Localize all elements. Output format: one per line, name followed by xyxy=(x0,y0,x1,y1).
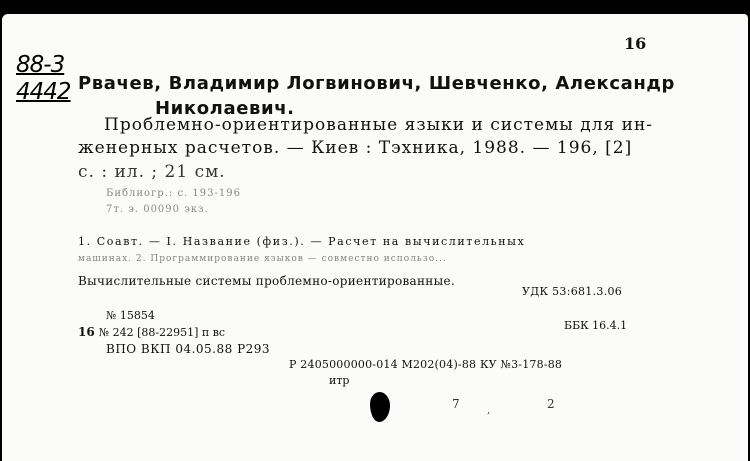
bibliography-line-1: Библиогр.: с. 193-196 xyxy=(106,188,241,199)
stray-mark-3: 2 xyxy=(547,397,555,411)
bibliography-line-2: 7т. э. 00090 экз. xyxy=(106,204,209,215)
catalog-card xyxy=(2,14,748,461)
ink-blot xyxy=(370,392,390,422)
page-number: 16 xyxy=(624,34,647,53)
vpo-line: ВПО ВКП 04.05.88 Р293 xyxy=(106,342,271,356)
lbk-code: ББК 16.4.1 xyxy=(564,319,628,332)
order-text: № 242 [88-22951] п вс xyxy=(98,326,226,339)
title-line-1: Проблемно-ориентированные языки и системы для ин- xyxy=(104,115,654,135)
shelf-mark-line2: 4442 xyxy=(16,79,71,105)
title-line-3: с. : ил. ; 21 см. xyxy=(78,162,226,182)
shelf-mark-line1: 88-3 xyxy=(16,52,65,78)
stray-mark-1: 7 xyxy=(452,397,460,411)
order-line xyxy=(78,325,225,339)
subject-line-3: Вычислительные системы проблемно-ориентированные. xyxy=(78,274,455,288)
author-line-2: Николаевич. xyxy=(155,98,295,119)
author-line-1: Рвачев, Владимир Логвинович, Шевченко, Александр xyxy=(78,73,675,94)
subject-line-1: 1. Соавт. — I. Название (физ.). — Расчет на вычислительных xyxy=(78,235,526,248)
shelf-mark xyxy=(16,52,76,106)
title-line-2: женерных расчетов. — Киев : Тэхника, 1988. — 196, [2] xyxy=(78,138,633,158)
stray-mark-2: , xyxy=(487,405,491,416)
order-prefix: 16 xyxy=(78,325,95,339)
accession-number: № 15854 xyxy=(106,309,155,322)
price-line: Р 2405000000-014 М202(04)-88 КУ №3-178-88 xyxy=(289,358,563,371)
subject-line-2: машинах. 2. Программирование языков — совместно использо... xyxy=(78,254,447,264)
tirage-line: итр xyxy=(329,374,350,387)
udc-code: УДК 53:681.3.06 xyxy=(522,285,623,298)
